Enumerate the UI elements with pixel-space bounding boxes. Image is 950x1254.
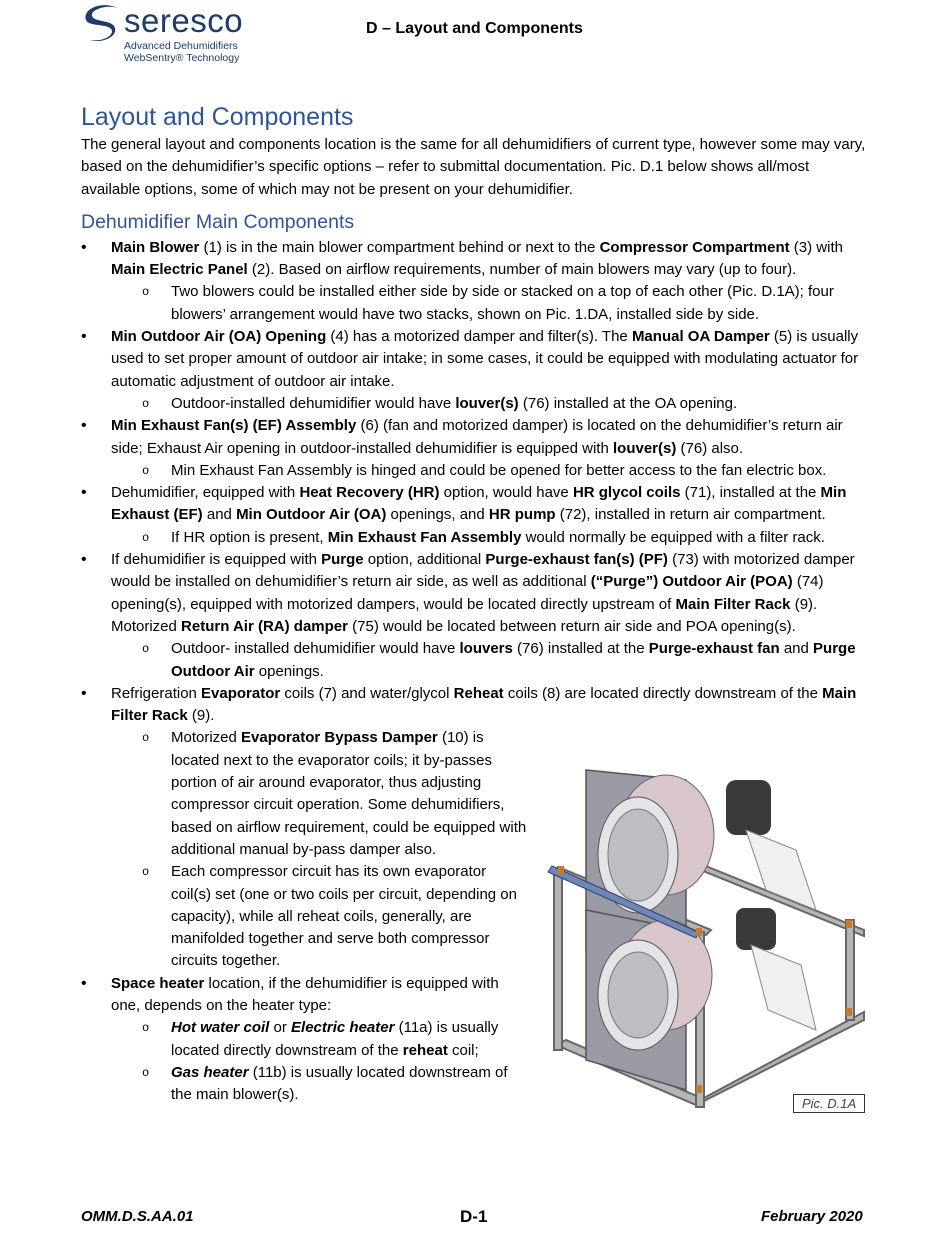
list-item-heat-recovery: • Dehumidifier, equipped with Heat Recovery (HR) option, would have HR glycol coils (71), installed at the Min Exhaust (EF) and Min Outdoor Air (OA) openings, and HR pump (72), installed in return air compartment. o If HR option is present, Min Exhaust Fan Assembly would normally be equipped with a filter rack. <box>81 482 871 549</box>
list-item-purge: • If dehumidifier is equipped with Purge option, additional Purge-exhaust fan(s) (PF) (73) with motorized damper would be installed on dehumidifier’s return air side, as well as additional (“Purge”) Outdoor Air (POA) (74) opening(s), equipped with motorized dampers, would be located directly upstream of Main Filter Rack (9). Motorized Return Air (RA) damper (75) would be located between return air side and POA opening(s). o Outdoor- installed dehumidifier would have louvers (76) installed at the Purge-exhaust fan and Purge Outdoor Air openings. <box>81 549 871 683</box>
sub-item: o If HR option is present, Min Exhaust Fan Assembly would normally be equipped with a filter rack. <box>111 527 871 549</box>
logo-swoosh-icon <box>80 2 122 44</box>
logo-tagline-2: WebSentry® Technology <box>124 52 240 64</box>
figure-caption: Pic. D.1A <box>793 1094 865 1113</box>
sub-list <box>111 1017 529 1106</box>
footer-page-number: D-1 <box>460 1207 488 1226</box>
page-heading: Layout and Components <box>81 103 354 131</box>
sub-list <box>111 638 871 683</box>
sub-list <box>111 393 871 415</box>
sub-list <box>111 727 529 972</box>
list-item-main-blower: • Main Blower (1) is in the main blower compartment behind or next to the Compressor Compartment (3) with Main Electric Panel (2). Based on airflow requirements, number of main blowers may vary (up to four). o Two blowers could be installed either side by side or stacked on a top of each other (Pic. D.1A); four blowers’ arrangement would have two stacks, shown on Pic. 1.DA, installed side by side. <box>81 237 871 326</box>
list-item-min-exhaust-fan: • Min Exhaust Fan(s) (EF) Assembly (6) (fan and motorized damper) is located on the dehumidifier’s return air side; Exhaust Air opening in outdoor-installed dehumidifier is equipped with louver(s) (76) also. o Min Exhaust Fan Assembly is hinged and could be opened for better access to the fan electric box. <box>81 415 871 482</box>
sub-item: o Hot water coil or Electric heater (11a) is usually located directly downstream of the reheat coil; <box>111 1017 529 1062</box>
logo-brand: seresco <box>124 2 244 39</box>
list-item-space-heater: • Space heater location, if the dehumidifier is equipped with one, depends on the heater type: o Hot water coil or Electric heater (11a) is usually located directly downstream of the reheat coil; o Gas heater (11b) is usually located downstream of the main blower(s). <box>81 973 529 1107</box>
section-heading: Dehumidifier Main Components <box>81 210 355 233</box>
sub-item: o Each compressor circuit has its own evaporator coil(s) set (one or two coils per circuit, depending on capacity), while all reheat coils, generally, are manifolded together and serve both compressor circuits together. <box>111 861 529 972</box>
footer-doc-code: OMM.D.S.AA.01 <box>81 1208 194 1225</box>
list-item-min-oa-opening: • Min Outdoor Air (OA) Opening (4) has a motorized damper and filter(s). The Manual OA Damper (5) is usually used to set proper amount of outdoor air intake; in some cases, it could be equipped with modulating actuator for automatic adjustment of outdoor air intake. o Outdoor-installed dehumidifier would have louver(s) (76) installed at the OA opening. <box>81 326 871 415</box>
sub-list <box>111 460 871 482</box>
list-item-evaporator: • Refrigeration Evaporator coils (7) and water/glycol Reheat coils (8) are located directly downstream of the Main Filter Rack (9). o Motorized Evaporator Bypass Damper (10) is located next to the evaporator coils; it by-passes portion of air around evaporator, thus adjusting compressor circuit operation. Some dehumidifiers, based on airflow requirement, could be equipped with additional manual by-pass damper also. o Each compressor circuit has its own evaporator coil(s) set (one or two coils per circuit, depending on capacity), while all reheat coils, generally, are manifolded together and serve both compressor circuits together. <box>81 683 871 973</box>
sub-item: o Gas heater (11b) is usually located downstream of the main blower(s). <box>111 1062 529 1107</box>
intro-paragraph: The general layout and components location is the same for all dehumidifiers of current type, however some may vary, based on the dehumidifier’s specific options – refer to submittal documentation. Pic. D.1 below shows all/most available options, some of which may not be present on your dehumidifier. <box>81 136 866 198</box>
sub-item: o Outdoor- installed dehumidifier would have louvers (76) installed at the Purge-exhaust fan and Purge Outdoor Air openings. <box>111 638 871 683</box>
sub-item: o Motorized Evaporator Bypass Damper (10) is located next to the evaporator coils; it by-passes portion of air around evaporator, thus adjusting compressor circuit operation. Some dehumidifiers, based on airflow requirement, could be equipped with additional manual by-pass damper also. <box>111 727 529 861</box>
sub-list <box>111 281 871 326</box>
stacked-blowers-illustration <box>546 760 868 1118</box>
logo-tagline-1: Advanced Dehumidifiers <box>124 40 238 52</box>
footer-date: February 2020 <box>761 1208 863 1225</box>
sub-item: o Two blowers could be installed either side by side or stacked on a top of each other (Pic. D.1A); four blowers’ arrangement would have two stacks, shown on Pic. 1.DA, installed side by side. <box>111 281 871 326</box>
sub-list <box>111 527 871 549</box>
sub-item: o Min Exhaust Fan Assembly is hinged and could be opened for better access to the fan electric box. <box>111 460 871 482</box>
header-title: D – Layout and Components <box>366 20 583 37</box>
seresco-logo <box>80 2 250 64</box>
sub-item: o Outdoor-installed dehumidifier would have louver(s) (76) installed at the OA opening. <box>111 393 871 415</box>
